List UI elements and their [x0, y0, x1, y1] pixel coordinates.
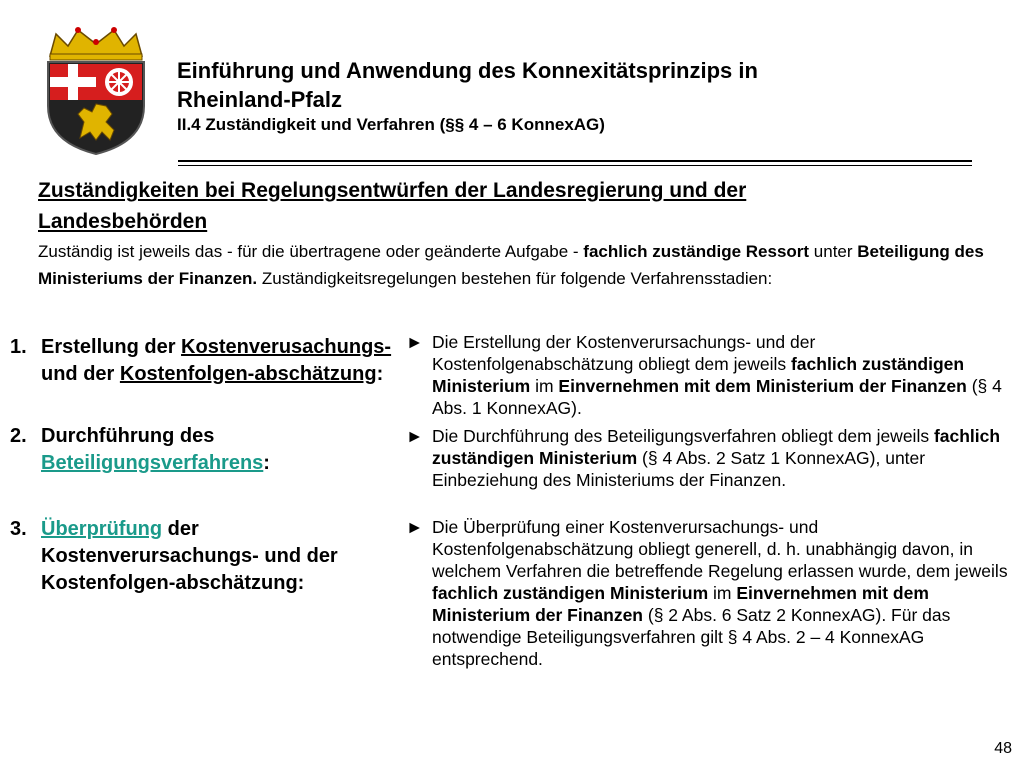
stage-1-underlined-b: Kostenfolgen-abschätzung: [119, 363, 377, 385]
stage-3-text: der Kostenverursachungs- und der Kostenfolgen-abschätzung:: [41, 518, 338, 594]
stage-2-colon: :: [263, 452, 270, 474]
desc-1-bold-2: Einvernehmen mit dem Ministerium der Finanzen: [558, 376, 967, 396]
arrow-right-icon: ►: [406, 426, 424, 446]
desc-3-bold-1: fachlich zuständigen Ministerium: [432, 583, 709, 603]
header-title-line-2: Rheinland-Pfalz: [177, 87, 343, 112]
stage-item-1: [10, 334, 410, 388]
slide-header: [177, 56, 977, 135]
desc-1-text-1: Die Erstellung der Kostenverursachungs- und der Kostenfolgenabschätzung obliegt dem jeweils: [432, 332, 816, 374]
arrow-right-icon: ►: [406, 332, 424, 352]
header-subtitle: II.4 Zuständigkeit und Verfahren (§§ 4 – 6 KonnexAG): [177, 115, 605, 134]
stage-description-2: [406, 425, 1016, 491]
stage-item-2: [10, 423, 410, 477]
coat-of-arms-icon: [40, 26, 152, 156]
stage-item-3: [10, 516, 410, 597]
intro-paragraph: [38, 238, 1003, 292]
intro-text-1: Zuständig ist jeweils das - für die übertragene oder geänderte Aufgabe -: [38, 242, 584, 261]
section-title-line-2: Landesbehörden: [38, 210, 208, 233]
stage-1-text: Erstellung der: [41, 336, 182, 358]
intro-text-2: unter: [809, 242, 858, 261]
desc-2-bold-1: fachlich zuständigen Ministerium: [432, 426, 1001, 468]
stage-1-underlined-a: Kostenverusachungs-: [181, 336, 392, 358]
beteiligungsverfahren-link[interactable]: Beteiligungsverfahrens: [41, 452, 264, 474]
intro-bold-finance: Beteiligung des Ministeriums der Finanzen.: [38, 242, 984, 288]
desc-1-text-2: im: [530, 376, 559, 396]
header-title-line-1: Einführung und Anwendung des Konnexitätsprinzips in: [177, 58, 758, 83]
stage-number: 1.: [10, 336, 27, 358]
ueberpruefung-link[interactable]: Überprüfung: [41, 518, 163, 540]
desc-2-text-2: (§ 4 Abs. 2 Satz 1 KonnexAG), unter Einbeziehung des Ministeriums der Finanzen.: [432, 448, 926, 490]
page-number: 48: [994, 740, 1012, 757]
stage-description-3: [406, 516, 1016, 670]
stage-1-text-mid: und der: [41, 363, 120, 385]
section-title-line-1: Zuständigkeiten bei Regelungsentwürfen der Landesregierung und der: [38, 179, 747, 202]
desc-3-text-1: Die Überprüfung einer Kostenverursachungs- und Kostenfolgenabschätzung obliegt generell, d. h. unabhängig davon, in welchem Verfahren die betreffende Regelung erlassen wurde, dem jeweils: [432, 517, 1008, 581]
stage-number: 3.: [10, 518, 27, 540]
arrow-right-icon: ►: [406, 517, 424, 537]
stage-number: 2.: [10, 425, 27, 447]
header-divider-thin: [178, 165, 972, 166]
header-divider: [178, 160, 972, 162]
desc-3-text-3: (§ 2 Abs. 6 Satz 2 KonnexAG). Für das notwendige Beteiligungsverfahren gilt § 4 Abs. 2 – 4 KonnexAG entsprechend.: [432, 605, 951, 669]
stage-1-colon: :: [376, 363, 384, 385]
desc-3-text-2: im: [708, 583, 737, 603]
intro-text-3: Zuständigkeitsregelungen bestehen für folgende Verfahrensstadien:: [257, 269, 773, 288]
desc-3-bold-2: Einvernehmen mit dem Ministerium der Finanzen: [432, 583, 929, 625]
stage-description-1: [406, 331, 1016, 419]
stage-2-text: Durchführung des: [41, 425, 215, 447]
intro-bold-ressort: fachlich zuständige Ressort: [583, 242, 810, 261]
section-title: [38, 175, 998, 237]
desc-1-bold-1: fachlich zuständigen Ministerium: [432, 354, 965, 396]
desc-2-text-1: Die Durchführung des Beteiligungsverfahren obliegt dem jeweils: [432, 426, 934, 446]
desc-1-text-3: (§ 4 Abs. 1 KonnexAG).: [432, 376, 1002, 418]
